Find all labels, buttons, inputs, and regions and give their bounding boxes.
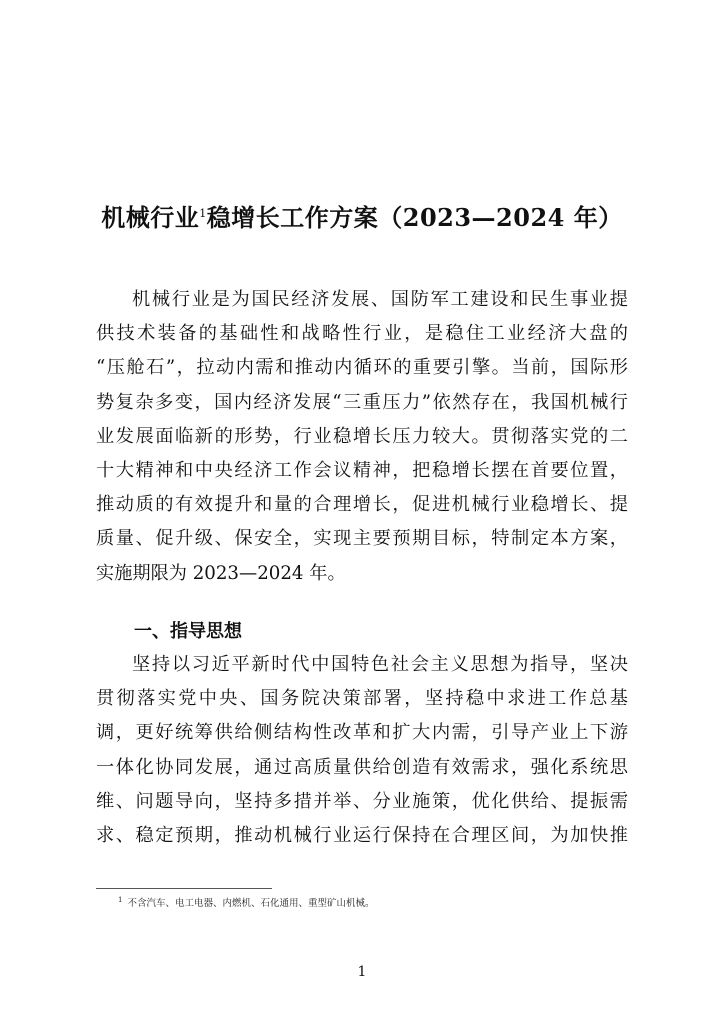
section-heading: 一、指导思想 — [134, 621, 242, 642]
paragraph-line: 维、问题导向，坚持多措并举、分业施策，优化供给、提振需 — [96, 790, 628, 812]
page-number: 1 — [357, 964, 367, 980]
title-footnote-mark[interactable]: 1 — [199, 207, 207, 220]
paragraph-line: 一体化协同发展，通过高质量供给创造有效需求，强化系统思 — [96, 756, 628, 778]
footnote-divider — [96, 888, 272, 889]
paragraph-line: 势复杂多变，国内经济发展“三重压力”依然存在，我国机械行 — [96, 391, 628, 413]
paragraph-line: 质量、促升级、保安全，实现主要预期目标，特制定本方案， — [96, 528, 628, 550]
paragraph-line: 十大精神和中央经济工作会议精神，把稳增长摆在首要位置， — [96, 459, 628, 481]
footnote-mark: 1 — [118, 895, 123, 904]
paragraph-line: “压舱石”，拉动内需和推动内循环的重要引擎。当前，国际形 — [96, 357, 628, 379]
title-rest: 稳增长工作方案（2023—2024 年） — [206, 203, 623, 232]
paragraph-line: 供技术装备的基础性和战略性行业，是稳住工业经济大盘的 — [96, 323, 628, 345]
paragraph-line: 贯彻落实党中央、国务院决策部署，坚持稳中求进工作总基 — [96, 688, 628, 710]
page-title — [0, 198, 724, 233]
title-main: 机械行业 — [101, 203, 200, 232]
paragraph-line: 实施期限为 2023—2024 年。 — [96, 562, 346, 584]
paragraph-line: 调，更好统筹供给侧结构性改革和扩大内需，引导产业上下游 — [96, 722, 628, 744]
paragraph-line: 坚持以习近平新时代中国特色社会主义思想为指导，坚决 — [132, 654, 628, 675]
footnote-text: 不含汽车、电工电器、内燃机、石化通用、重型矿山机械。 — [127, 898, 375, 909]
paragraph-intro — [96, 283, 628, 591]
paragraph-line: 求、稳定预期，推动机械行业运行保持在合理区间，为加快推 — [96, 824, 628, 846]
paragraph-guiding-ideology — [96, 648, 628, 853]
footnote — [118, 895, 374, 909]
paragraph-line: 机械行业是为国民经济发展、国防军工建设和民生事业提 — [132, 289, 628, 310]
paragraph-line: 推动质的有效提升和量的合理增长，促进机械行业稳增长、提 — [96, 494, 628, 516]
paragraph-line: 业发展面临新的形势，行业稳增长压力较大。贯彻落实党的二 — [96, 425, 628, 447]
